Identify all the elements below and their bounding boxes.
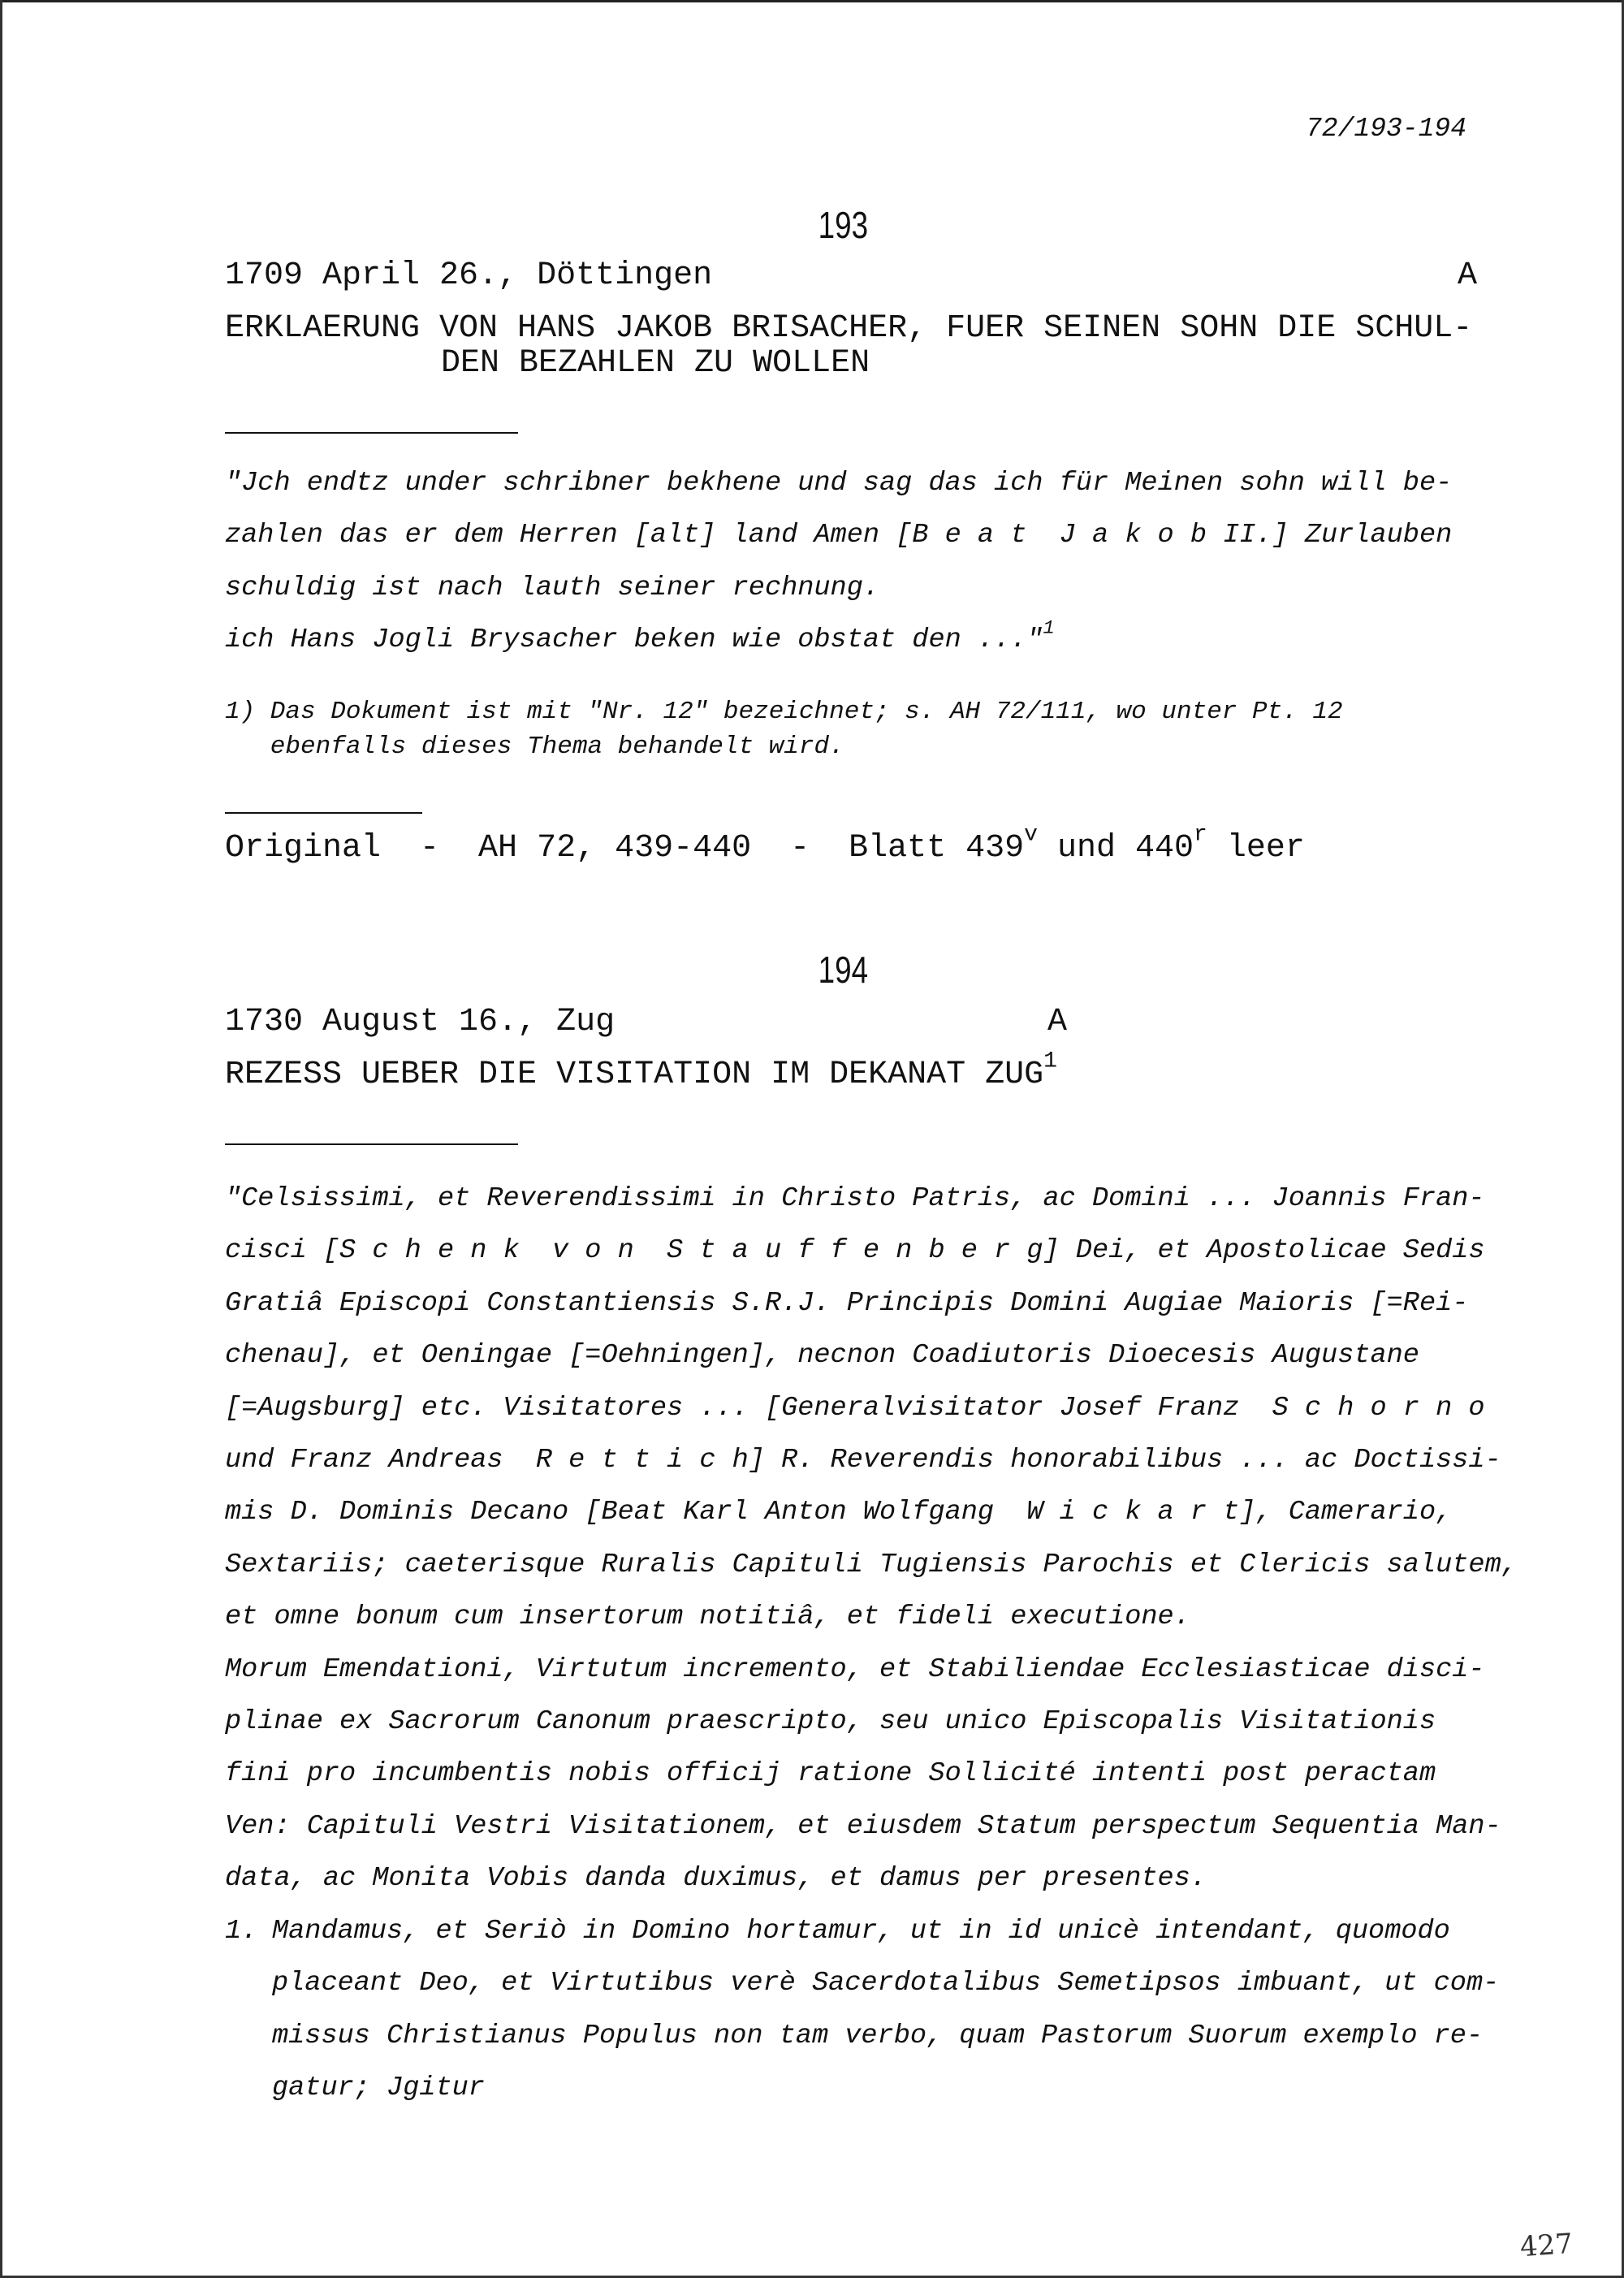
text-line: chenau], et Oeningae [=Oehningen], necnon Coadiutoris Dioecesis Augustane [225, 1340, 1419, 1372]
source-prefix: Original - AH 72, 439-440 - Blatt 439 [225, 830, 1025, 867]
document-title-text: REZESS UEBER DIE VISITATION IM DEKANAT ZUG [225, 1057, 1044, 1093]
footnote [225, 694, 1343, 764]
source-line [225, 822, 1305, 867]
text-line: Gratiâ Episcopi Constantiensis S.R.J. Principis Domini Augiae Maioris [=Rei- [225, 1287, 1469, 1319]
document-type: A [1047, 1004, 1068, 1040]
text-line: placeant Deo, et Virtutibus verè Sacerdotalibus Semetipsos imbuant, ut com- [272, 1968, 1500, 1999]
text-line-content: ich Hans Jogli Brysacher beken wie obstat den ..." [225, 625, 1043, 656]
divider [225, 1143, 518, 1145]
text-line: plinae ex Sacrorum Canonum praescripto, seu unico Episcopalis Visitationis [225, 1706, 1436, 1738]
source-verso: v [1024, 822, 1038, 848]
page-reference: 72/193-194 [1306, 114, 1467, 144]
text-line: cisci [S c h e n k v o n S t a u f f e n b e r g] Dei, et Apostolicae Sedis [225, 1235, 1485, 1267]
text-line: et omne bonum cum insertorum notitiâ, et fideli executione. [225, 1602, 1190, 1633]
text-line: "Jch endtz under schribner bekhene und sag das ich für Meinen sohn will be- [225, 468, 1453, 499]
list-item [225, 1905, 1518, 2115]
text-line: schuldig ist nach lauth seiner rechnung. [225, 572, 880, 603]
source-recto: r [1194, 822, 1207, 848]
text-line: mis D. Dominis Decano [Beat Karl Anton Wolfgang W i c k a r t], Camerario, [225, 1497, 1453, 1528]
scan-border-top [0, 0, 1624, 2]
text-line: Mandamus, et Seriò in Domino hortamur, ut in id unicè intendant, quomodo [272, 1915, 1450, 1947]
document-date-place: 1730 August 16., Zug [225, 1004, 615, 1040]
text-line: [=Augsburg] etc. Visitatores ... [Generalvisitator Josef Franz S c h o r n o [225, 1392, 1485, 1424]
text-line: und Franz Andreas R e t t i c h] R. Reverendis honorabilibus ... ac Doctissi- [225, 1445, 1501, 1476]
scan-border-left [0, 0, 2, 2278]
document-title-line: ERKLAERUNG VON HANS JAKOB BRISACHER, FUER SEINEN SOHN DIE SCHUL- [225, 310, 1473, 347]
text-line: missus Christianus Populus non tam verbo, quam Pastorum Suorum exemplo re- [272, 2020, 1484, 2051]
text-line: Morum Emendationi, Virtutum incremento, et Stabiliendae Ecclesiasticae disci- [225, 1653, 1485, 1685]
text-line: "Celsissimi, et Reverendissimi in Christo Patris, ac Domini ... Joannis Fran- [225, 1183, 1485, 1214]
text-line [225, 614, 1452, 666]
text-line: gatur; Jgitur [272, 2072, 485, 2103]
divider [225, 432, 518, 434]
text-line: Ven: Capituli Vestri Visitationem, et eiusdem Statum perspectum Sequentia Man- [225, 1810, 1501, 1842]
document-text [225, 1173, 1518, 2114]
document-number-193: 193 [818, 204, 869, 246]
source-suffix: leer [1207, 830, 1305, 867]
document-type: A [1458, 257, 1478, 294]
text-line: fini pro incumbentis nobis officij ratione Sollicité intenti post peractam [225, 1758, 1436, 1790]
divider [225, 812, 422, 814]
handwritten-folio-number: 427 [1518, 2227, 1574, 2264]
list-item-number: 1. [225, 1915, 258, 1947]
footnote-line: ebenfalls dieses Thema behandelt wird. [225, 733, 844, 761]
text-line: Sextariis; caeterisque Ruralis Capituli Tugiensis Parochis et Clericis salutem, [225, 1549, 1518, 1580]
document-text [225, 457, 1452, 667]
document-title [225, 1048, 1057, 1093]
document-title-line: DEN BEZAHLEN ZU WOLLEN [441, 345, 870, 382]
text-line: zahlen das er dem Herren [alt] land Amen [B e a t J a k o b II.] Zurlauben [225, 520, 1453, 551]
document-date-place: 1709 April 26., Döttingen [225, 257, 713, 294]
footnote-mark: 1 [1043, 1048, 1057, 1074]
text-line: data, ac Monita Vobis danda duximus, et damus per presentes. [225, 1863, 1207, 1895]
source-middle: und 440 [1037, 830, 1194, 867]
footnote-mark: 1 [1043, 617, 1055, 640]
document-number-194: 194 [818, 949, 869, 991]
footnote-line: 1) Das Dokument ist mit "Nr. 12" bezeichnet; s. AH 72/111, wo unter Pt. 12 [225, 698, 1343, 726]
